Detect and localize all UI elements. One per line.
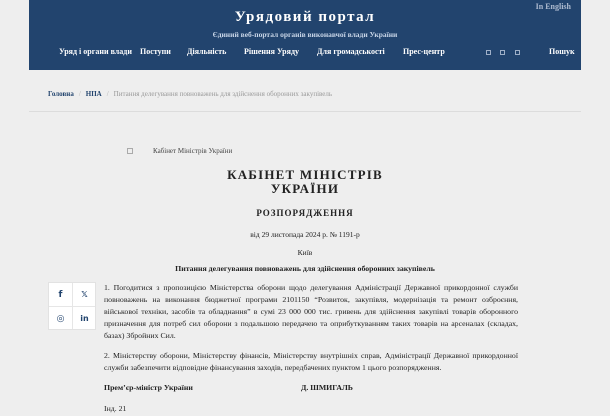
breadcrumb-home[interactable]: Головна [48,90,74,98]
doc-date-number: від 29 листопада 2024 р. № 1191-р [250,230,360,239]
doc-paragraph-1: 1. Погодитися з пропозицією Міністерства оборони щодо делегування Адміністрації Державної прикордонної служби повноважень на виконання бюджетної програми 2101150 “Розвиток, закупівля, модернізація та ремонт озброєння, військової техніки, засобів та обладнання” в сумі 23 000 000 тис. гривень для здійснення закупівлі товарів оборонного призначення для потреб сил оборони з подальшою передачею та оприбуткуванням таких товарів на арсеналах (складах, базах) Збройних Сил. [104,283,518,340]
nav-item-activity[interactable]: Діяльність [187,47,227,56]
signature-name: Д. ШМИГАЛЬ [301,383,353,392]
breadcrumb-separator: / [106,90,109,98]
site-subtitle: Єдиний веб-портал органів виконавчої влади України [212,30,398,39]
doc-subject: Питання делегування повноважень для здійснення оборонних закупівель [175,264,435,273]
whatsapp-icon[interactable]: ◎ [56,313,65,324]
doc-paragraph-2: 2. Міністерству оборони, Міністерству фінансів, Міністерству внутрішніх справ, Адміністрації Державної прикордонної служби забезпечити відповідне фінансування заходів, передбачених пунктом 1 цього розпорядження. [104,351,518,372]
doc-city: Київ [297,248,313,257]
doc-index: Інд. 21 [104,404,127,413]
site-title[interactable]: Урядовий портал [234,9,376,25]
breadcrumb-section[interactable]: НПА [85,90,102,98]
doc-type: РОЗПОРЯДЖЕННЯ [256,208,354,218]
signature-role: Прем’єр-міністр України [104,383,193,392]
contrast-icon[interactable] [500,50,505,55]
issuer-heading [0,168,610,196]
twitter-icon[interactable]: 𝕏 [81,290,88,299]
accessibility-icon[interactable] [486,50,491,55]
logo-alt-text: Кабінет Міністрів України [153,147,233,155]
breadcrumb-current: Питання делегування повноважень для здійснення оборонних закупівель [113,90,333,98]
linkedin-icon[interactable]: in [80,314,89,323]
site-header [29,0,581,70]
font-size-icon[interactable] [515,50,520,55]
facebook-icon[interactable]: f [58,289,63,300]
share-panel [48,282,96,330]
nav-item-services[interactable]: Поступи [140,47,171,56]
nav-item-public[interactable]: Для громадськості [317,47,385,56]
issuer-line-2: УКРАЇНИ [270,181,340,196]
share-divider [49,306,95,307]
nav-item-decisions[interactable]: Рішення Уряду [244,47,299,56]
breadcrumb-separator: / [78,90,81,98]
search-button[interactable]: Пошук [549,47,575,56]
issuer-line-1: КАБІНЕТ МІНІСТРІВ [227,167,383,182]
cabinet-logo-image [127,147,232,155]
nav-item-government[interactable]: Уряд і органи влади [59,47,132,56]
broken-image-icon [127,148,133,154]
main-nav [29,47,581,61]
divider [29,111,581,112]
breadcrumb [48,90,332,98]
language-switch-link[interactable]: In English [535,2,571,11]
nav-item-press-center[interactable]: Прес-центр [403,47,445,56]
